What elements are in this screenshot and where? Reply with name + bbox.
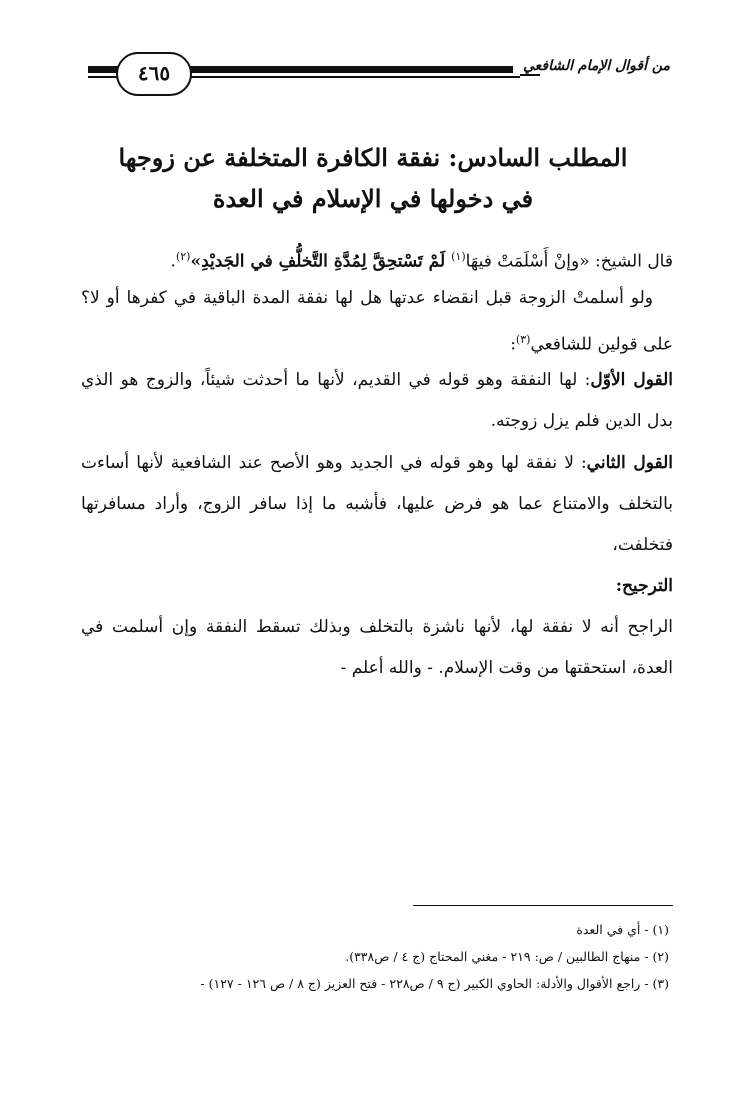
intro-paragraph (81, 278, 673, 366)
intro-text: ولو أسلمتْ الزوجة قبل انقضاء عدتها هل لها نفقة المدة الباقية في كفرها أو لا؟ على قولين للشافعي (81, 288, 673, 355)
quote-text-end: . (170, 251, 176, 272)
footnote-1: (١) - أي في العدة (576, 922, 669, 937)
quote-paragraph (81, 236, 673, 283)
second-opinion-paragraph (81, 443, 673, 566)
footnote-ref-3: (٣) (515, 333, 531, 346)
second-opinion-label: القول الثاني (586, 453, 673, 473)
page-number: ٤٦٥ (116, 52, 192, 96)
footnote-separator (413, 905, 673, 906)
quote-text-main: لَمْ تَسْتحِقَّ لِمُدَّةِ التَّخلُّفِ في الجَديْدِ» (190, 251, 452, 272)
first-opinion-label: القول الأوّل (590, 370, 673, 390)
section-heading-line2: في دخولها في الإسلام في العدة (212, 184, 534, 213)
quote-text-start: قال الشيخ: «وإنْ أَسْلَمَتْ فيهَا (465, 251, 673, 272)
running-title: من أقوال الإمام الشافعي (513, 58, 670, 74)
section-heading-line1: المطلب السادس: نفقة الكافرة المتخلفة عن زوجها (118, 143, 628, 172)
footnote-ref-1: (١) (451, 250, 466, 263)
first-opinion-text: : لها النفقة وهو قوله في القديم، لأنها ما أحدثت شيئاً، والزوج هو الذي بدل الدين فلم يزل زوجته. (81, 370, 673, 431)
footnote-3: (٣) - راجع الأقوال والأدلة: الحاوي الكبير (ج ٩ / ص٢٢٨ - فتح العزيز (ج ٨ / ص ١٢٦ - ١٢٧) - (200, 976, 669, 991)
running-header (88, 52, 670, 96)
tarjih-heading: الترجيح: (615, 576, 673, 596)
intro-text-end: : (510, 334, 516, 355)
first-opinion-paragraph (81, 360, 673, 442)
tarjih-paragraph: الراجح أنه لا نفقة لها، لأنها ناشزة بالتخلف وبذلك تسقط النفقة وإن أسلمت في العدة، استحقتها من وقت الإسلام. - والله أعلم - (81, 617, 673, 678)
second-opinion-text: : لا نفقة لها وهو قوله في الجديد وهو الأصح عند الشافعية لأنها أساءت بالتخلف والامتناع عما هو فرض عليها، فأشبه ما إذا سافر الزوج، وأراد مسافرتها فتخلفت، (81, 453, 673, 555)
footnote-2: (٢) - منهاج الطالبين / ص: ٢١٩ - مغني المحتاج (ج ٤ / ص٣٣٨). (345, 949, 669, 964)
footnote-ref-2: (٢) (175, 250, 191, 263)
